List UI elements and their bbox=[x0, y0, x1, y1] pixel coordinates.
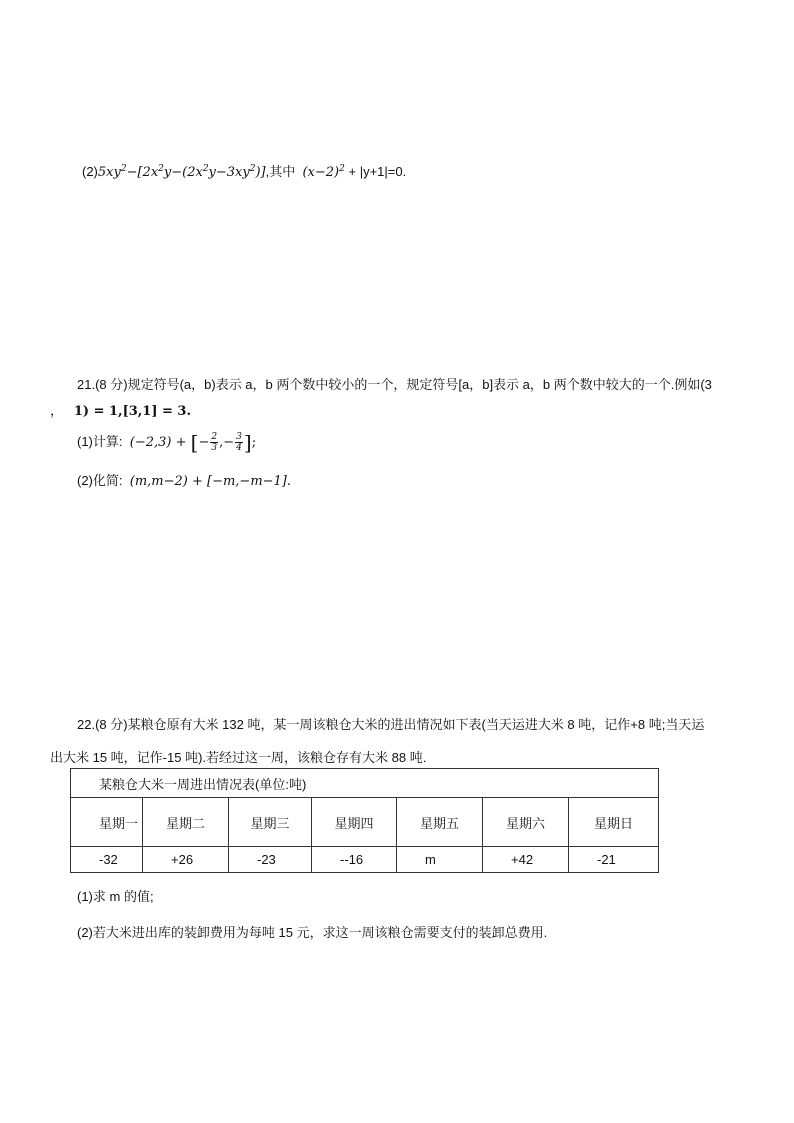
question-21-intro: 21.(8 分)规定符号(a，b)表示 a，b 两个数中较小的一个，规定符号[a，b]表示 a，b 两个数中较大的一个.例如(3 bbox=[77, 377, 712, 392]
day-7: 星期日 bbox=[569, 798, 659, 847]
part-label: (2) bbox=[82, 164, 98, 179]
condition-plus: + bbox=[348, 164, 357, 179]
question-22-part-1: (1)求 m 的值; bbox=[77, 889, 154, 904]
table-row bbox=[71, 847, 659, 873]
question-22-part-2: (2)若大米进出库的装卸费用为每吨 15 元，求这一周该粮仓需要支付的装卸总费用. bbox=[77, 925, 548, 940]
question-22-intro: 22.(8 分)某粮仓原有大米 132 吨，某一周该粮仓大米的进出情况如下表(当天运进大米 8 吨，记作+8 吨;当天运 bbox=[77, 717, 705, 732]
question-22-intro-continued: 出大米 15 吨，记作-15 吨).若经过这一周，该粮仓存有大米 88 吨. bbox=[50, 750, 427, 765]
part-label: (2)化简: bbox=[77, 473, 123, 488]
condition-square: $(x-2)^2$ bbox=[302, 164, 345, 180]
day-3: 星期三 bbox=[229, 798, 312, 847]
condition-separator: ,其中 bbox=[265, 164, 296, 179]
part-label: (1)计算: bbox=[77, 434, 123, 449]
table-header-row bbox=[71, 798, 659, 847]
value-5: m bbox=[397, 847, 483, 873]
value-3: -23 bbox=[229, 847, 312, 873]
day-5: 星期五 bbox=[397, 798, 483, 847]
expression: (m,m−2) + [−m,−m−1]. bbox=[129, 474, 292, 489]
table-caption-row bbox=[71, 769, 659, 798]
table-caption: 某粮仓大米一周进出情况表(单位:吨) bbox=[71, 769, 659, 798]
day-4: 星期四 bbox=[312, 798, 397, 847]
question-21-part-2 bbox=[77, 472, 291, 491]
day-1: 星期一 bbox=[71, 798, 143, 847]
value-6: +42 bbox=[483, 847, 569, 873]
value-4: --16 bbox=[312, 847, 397, 873]
question-21-part-1 bbox=[77, 432, 256, 453]
expression: (−2,3) + [− $\frac{2}{3}$ ,− $\frac{3}{4}$ ]; bbox=[129, 430, 257, 455]
condition-abs: |y+1|=0. bbox=[359, 164, 407, 179]
expression: $5xy^2-[2x^2y-(2x^2y-3xy^2)]$ bbox=[97, 164, 266, 180]
value-2: +26 bbox=[143, 847, 229, 873]
problem-20-part-2 bbox=[82, 163, 406, 182]
value-7: -21 bbox=[569, 847, 659, 873]
day-6: 星期六 bbox=[483, 798, 569, 847]
day-2: 星期二 bbox=[143, 798, 229, 847]
question-21-example: ， 1) = 1,[3,1] = 3. bbox=[50, 403, 192, 419]
grain-table bbox=[70, 768, 659, 873]
value-1: -32 bbox=[71, 847, 143, 873]
